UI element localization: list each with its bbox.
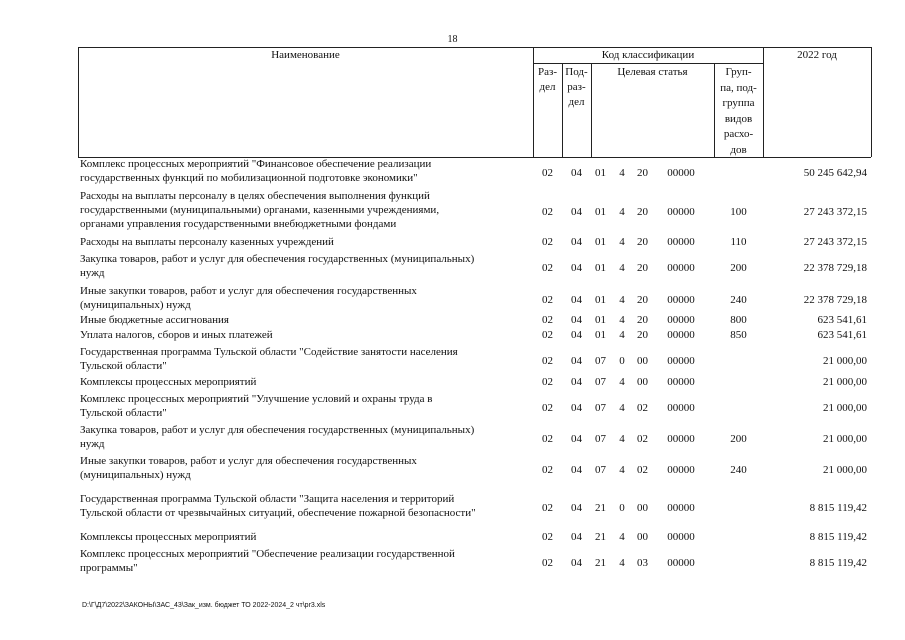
row-code-t4: 00000: [667, 376, 695, 388]
row-code-pr: 04: [571, 531, 582, 543]
row-amount: 8 815 119,42: [809, 557, 867, 569]
row-code-t4: 00000: [667, 206, 695, 218]
row-code-t3: 20: [637, 329, 648, 341]
header-name: Наименование: [271, 49, 340, 61]
row-code-pr: 04: [571, 433, 582, 445]
row-name: Комплексы процессных мероприятий: [80, 376, 257, 388]
row-name: Расходы на выплаты персоналу казенных учреждений: [80, 236, 334, 248]
row-code-t3: 02: [637, 402, 648, 414]
table-row: [78, 530, 871, 544]
row-code-rz: 02: [542, 502, 553, 514]
row-amount: 21 000,00: [823, 464, 867, 476]
row-code-t1: 01: [595, 262, 606, 274]
table-row: [78, 189, 871, 231]
row-code-rz: 02: [542, 314, 553, 326]
row-code-t2: 4: [619, 206, 625, 218]
row-code-rz: 02: [542, 329, 553, 341]
row-code-t2: 4: [619, 314, 625, 326]
table-row: [78, 284, 871, 312]
row-name: Государственная программа Тульской области "Защита населения и территорий Тульской области от чрезвычайных ситуаций, обеспечение пожарной безопасности": [80, 493, 476, 519]
row-code-pr: 04: [571, 294, 582, 306]
row-name: Комплекс процессных мероприятий "Улучшение условий и охраны труда в Тульской области": [80, 393, 433, 419]
row-code-rz: 02: [542, 376, 553, 388]
table-row: [78, 454, 871, 482]
row-code-rz: 02: [542, 167, 553, 179]
row-code-t3: 03: [637, 557, 648, 569]
table-row: [78, 345, 871, 373]
row-code-t4: 00000: [667, 433, 695, 445]
row-code-vr: 200: [730, 262, 747, 274]
row-amount: 21 000,00: [823, 433, 867, 445]
row-code-t2: 4: [619, 464, 625, 476]
row-code-pr: 04: [571, 329, 582, 341]
row-code-t4: 00000: [667, 355, 695, 367]
row-code-vr: 800: [730, 314, 747, 326]
row-code-t1: 01: [595, 314, 606, 326]
row-name: Расходы на выплаты персоналу в целях обеспечения выполнения функций государственными (муниципальными) органами, казенными учреждениями, органами управления государственными внебюджетными фондами: [80, 190, 440, 230]
row-code-t3: 20: [637, 294, 648, 306]
row-code-rz: 02: [542, 294, 553, 306]
row-code-t4: 00000: [667, 464, 695, 476]
row-code-vr: 100: [730, 206, 747, 218]
row-code-vr: 110: [730, 236, 747, 248]
row-amount: 21 000,00: [823, 376, 867, 388]
row-code-vr: 240: [730, 294, 747, 306]
table-header: [78, 47, 871, 157]
row-code-t1: 07: [595, 433, 606, 445]
row-code-t4: 00000: [667, 294, 695, 306]
row-amount: 8 815 119,42: [809, 531, 867, 543]
row-code-t4: 00000: [667, 557, 695, 569]
table-row: [78, 375, 871, 389]
row-code-vr: 200: [730, 433, 747, 445]
row-code-t2: 4: [619, 236, 625, 248]
row-code-t3: 20: [637, 236, 648, 248]
row-amount: 8 815 119,42: [809, 502, 867, 514]
row-code-t1: 07: [595, 464, 606, 476]
row-code-t1: 07: [595, 355, 606, 367]
row-code-t4: 00000: [667, 314, 695, 326]
row-name: Комплекс процессных мероприятий "Финансовое обеспечение реализации государственных функций по мобилизационной подготовке экономики": [80, 158, 432, 184]
row-code-pr: 04: [571, 464, 582, 476]
row-code-t3: 20: [637, 206, 648, 218]
row-code-t3: 20: [637, 167, 648, 179]
row-name: Иные закупки товаров, работ и услуг для обеспечения государственных (муниципальных) нужд: [80, 285, 417, 311]
row-name: Уплата налогов, сборов и иных платежей: [80, 329, 273, 341]
row-amount: 27 243 372,15: [803, 236, 867, 248]
row-name: Комплекс процессных мероприятий "Обеспечение реализации государственной программы": [80, 548, 455, 574]
row-code-t3: 00: [637, 531, 648, 543]
row-code-t2: 4: [619, 167, 625, 179]
file-path: D:\Г\Д7\2022\ЗАКОНЫ\ЗАС_43\Зак_изм. бюджет ТО 2022-2024_2 чт\pr3.xls: [82, 602, 326, 609]
row-code-rz: 02: [542, 557, 553, 569]
table-row: [78, 313, 871, 327]
row-code-t2: 0: [619, 355, 625, 367]
row-code-pr: 04: [571, 236, 582, 248]
header-podrazdel: Под- раз- дел: [565, 66, 588, 108]
table-row: [78, 492, 871, 520]
row-code-t3: 00: [637, 355, 648, 367]
row-code-t2: 4: [619, 557, 625, 569]
row-code-t4: 00000: [667, 236, 695, 248]
row-code-t4: 00000: [667, 402, 695, 414]
row-name: Иные закупки товаров, работ и услуг для обеспечения государственных (муниципальных) нужд: [80, 455, 417, 481]
row-code-pr: 04: [571, 557, 582, 569]
table-row: [78, 157, 871, 185]
table-row: [78, 328, 871, 342]
row-code-t2: 4: [619, 262, 625, 274]
row-code-rz: 02: [542, 206, 553, 218]
row-name: Иные бюджетные ассигнования: [80, 314, 229, 326]
row-amount: 21 000,00: [823, 402, 867, 414]
row-code-pr: 04: [571, 314, 582, 326]
row-code-pr: 04: [571, 262, 582, 274]
row-code-t1: 01: [595, 329, 606, 341]
row-code-pr: 04: [571, 355, 582, 367]
row-amount: 22 378 729,18: [803, 262, 867, 274]
row-code-t2: 4: [619, 294, 625, 306]
row-code-rz: 02: [542, 464, 553, 476]
row-code-rz: 02: [542, 355, 553, 367]
row-code-t2: 4: [619, 402, 625, 414]
row-code-vr: 850: [730, 329, 747, 341]
row-code-t2: 4: [619, 329, 625, 341]
row-amount: 27 243 372,15: [803, 206, 867, 218]
row-code-t1: 01: [595, 167, 606, 179]
row-code-t1: 21: [595, 502, 606, 514]
row-code-pr: 04: [571, 502, 582, 514]
row-amount: 623 541,61: [817, 314, 867, 326]
row-code-t1: 07: [595, 376, 606, 388]
row-code-rz: 02: [542, 402, 553, 414]
header-razdel: Раз- дел: [537, 66, 557, 93]
row-code-t2: 4: [619, 376, 625, 388]
row-code-rz: 02: [542, 262, 553, 274]
row-code-t4: 00000: [667, 502, 695, 514]
row-code-t2: 4: [619, 531, 625, 543]
row-amount: 50 245 642,94: [803, 167, 867, 179]
row-code-pr: 04: [571, 167, 582, 179]
row-code-rz: 02: [542, 531, 553, 543]
row-code-t1: 21: [595, 531, 606, 543]
row-code-t3: 00: [637, 376, 648, 388]
header-group: Груп- па, под- группа видов расхо- дов: [720, 66, 757, 156]
row-code-t2: 0: [619, 502, 625, 514]
row-amount: 21 000,00: [823, 355, 867, 367]
row-code-t4: 00000: [667, 531, 695, 543]
row-code-t3: 02: [637, 433, 648, 445]
header-target: Целевая статья: [617, 66, 688, 78]
header-year: 2022 год: [797, 49, 837, 61]
row-code-t2: 4: [619, 433, 625, 445]
row-code-t1: 01: [595, 294, 606, 306]
row-name: Закупка товаров, работ и услуг для обеспечения государственных (муниципальных) нужд: [80, 424, 475, 450]
row-code-t4: 00000: [667, 329, 695, 341]
row-code-pr: 04: [571, 402, 582, 414]
row-code-pr: 04: [571, 206, 582, 218]
row-code-t1: 21: [595, 557, 606, 569]
row-amount: 623 541,61: [817, 329, 867, 341]
row-code-t1: 01: [595, 236, 606, 248]
row-code-t3: 02: [637, 464, 648, 476]
row-code-vr: 240: [730, 464, 747, 476]
row-code-t4: 00000: [667, 262, 695, 274]
row-code-t3: 20: [637, 262, 648, 274]
row-name: Государственная программа Тульской области "Содействие занятости населения Тульской области": [80, 346, 458, 372]
row-code-t3: 20: [637, 314, 648, 326]
table-row: [78, 392, 871, 420]
page-number: 18: [447, 34, 458, 45]
table-row: [78, 235, 871, 249]
table-row: [78, 547, 871, 575]
row-code-rz: 02: [542, 433, 553, 445]
row-code-t1: 07: [595, 402, 606, 414]
row-code-rz: 02: [542, 236, 553, 248]
table-row: [78, 252, 871, 280]
row-name: Комплексы процессных мероприятий: [80, 531, 257, 543]
header-classification: Код классификации: [601, 49, 695, 61]
row-code-t3: 00: [637, 502, 648, 514]
row-code-t1: 01: [595, 206, 606, 218]
row-name: Закупка товаров, работ и услуг для обеспечения государственных (муниципальных) нужд: [80, 253, 475, 279]
row-code-t4: 00000: [667, 167, 695, 179]
table-row: [78, 423, 871, 451]
row-amount: 22 378 729,18: [803, 294, 867, 306]
row-code-pr: 04: [571, 376, 582, 388]
